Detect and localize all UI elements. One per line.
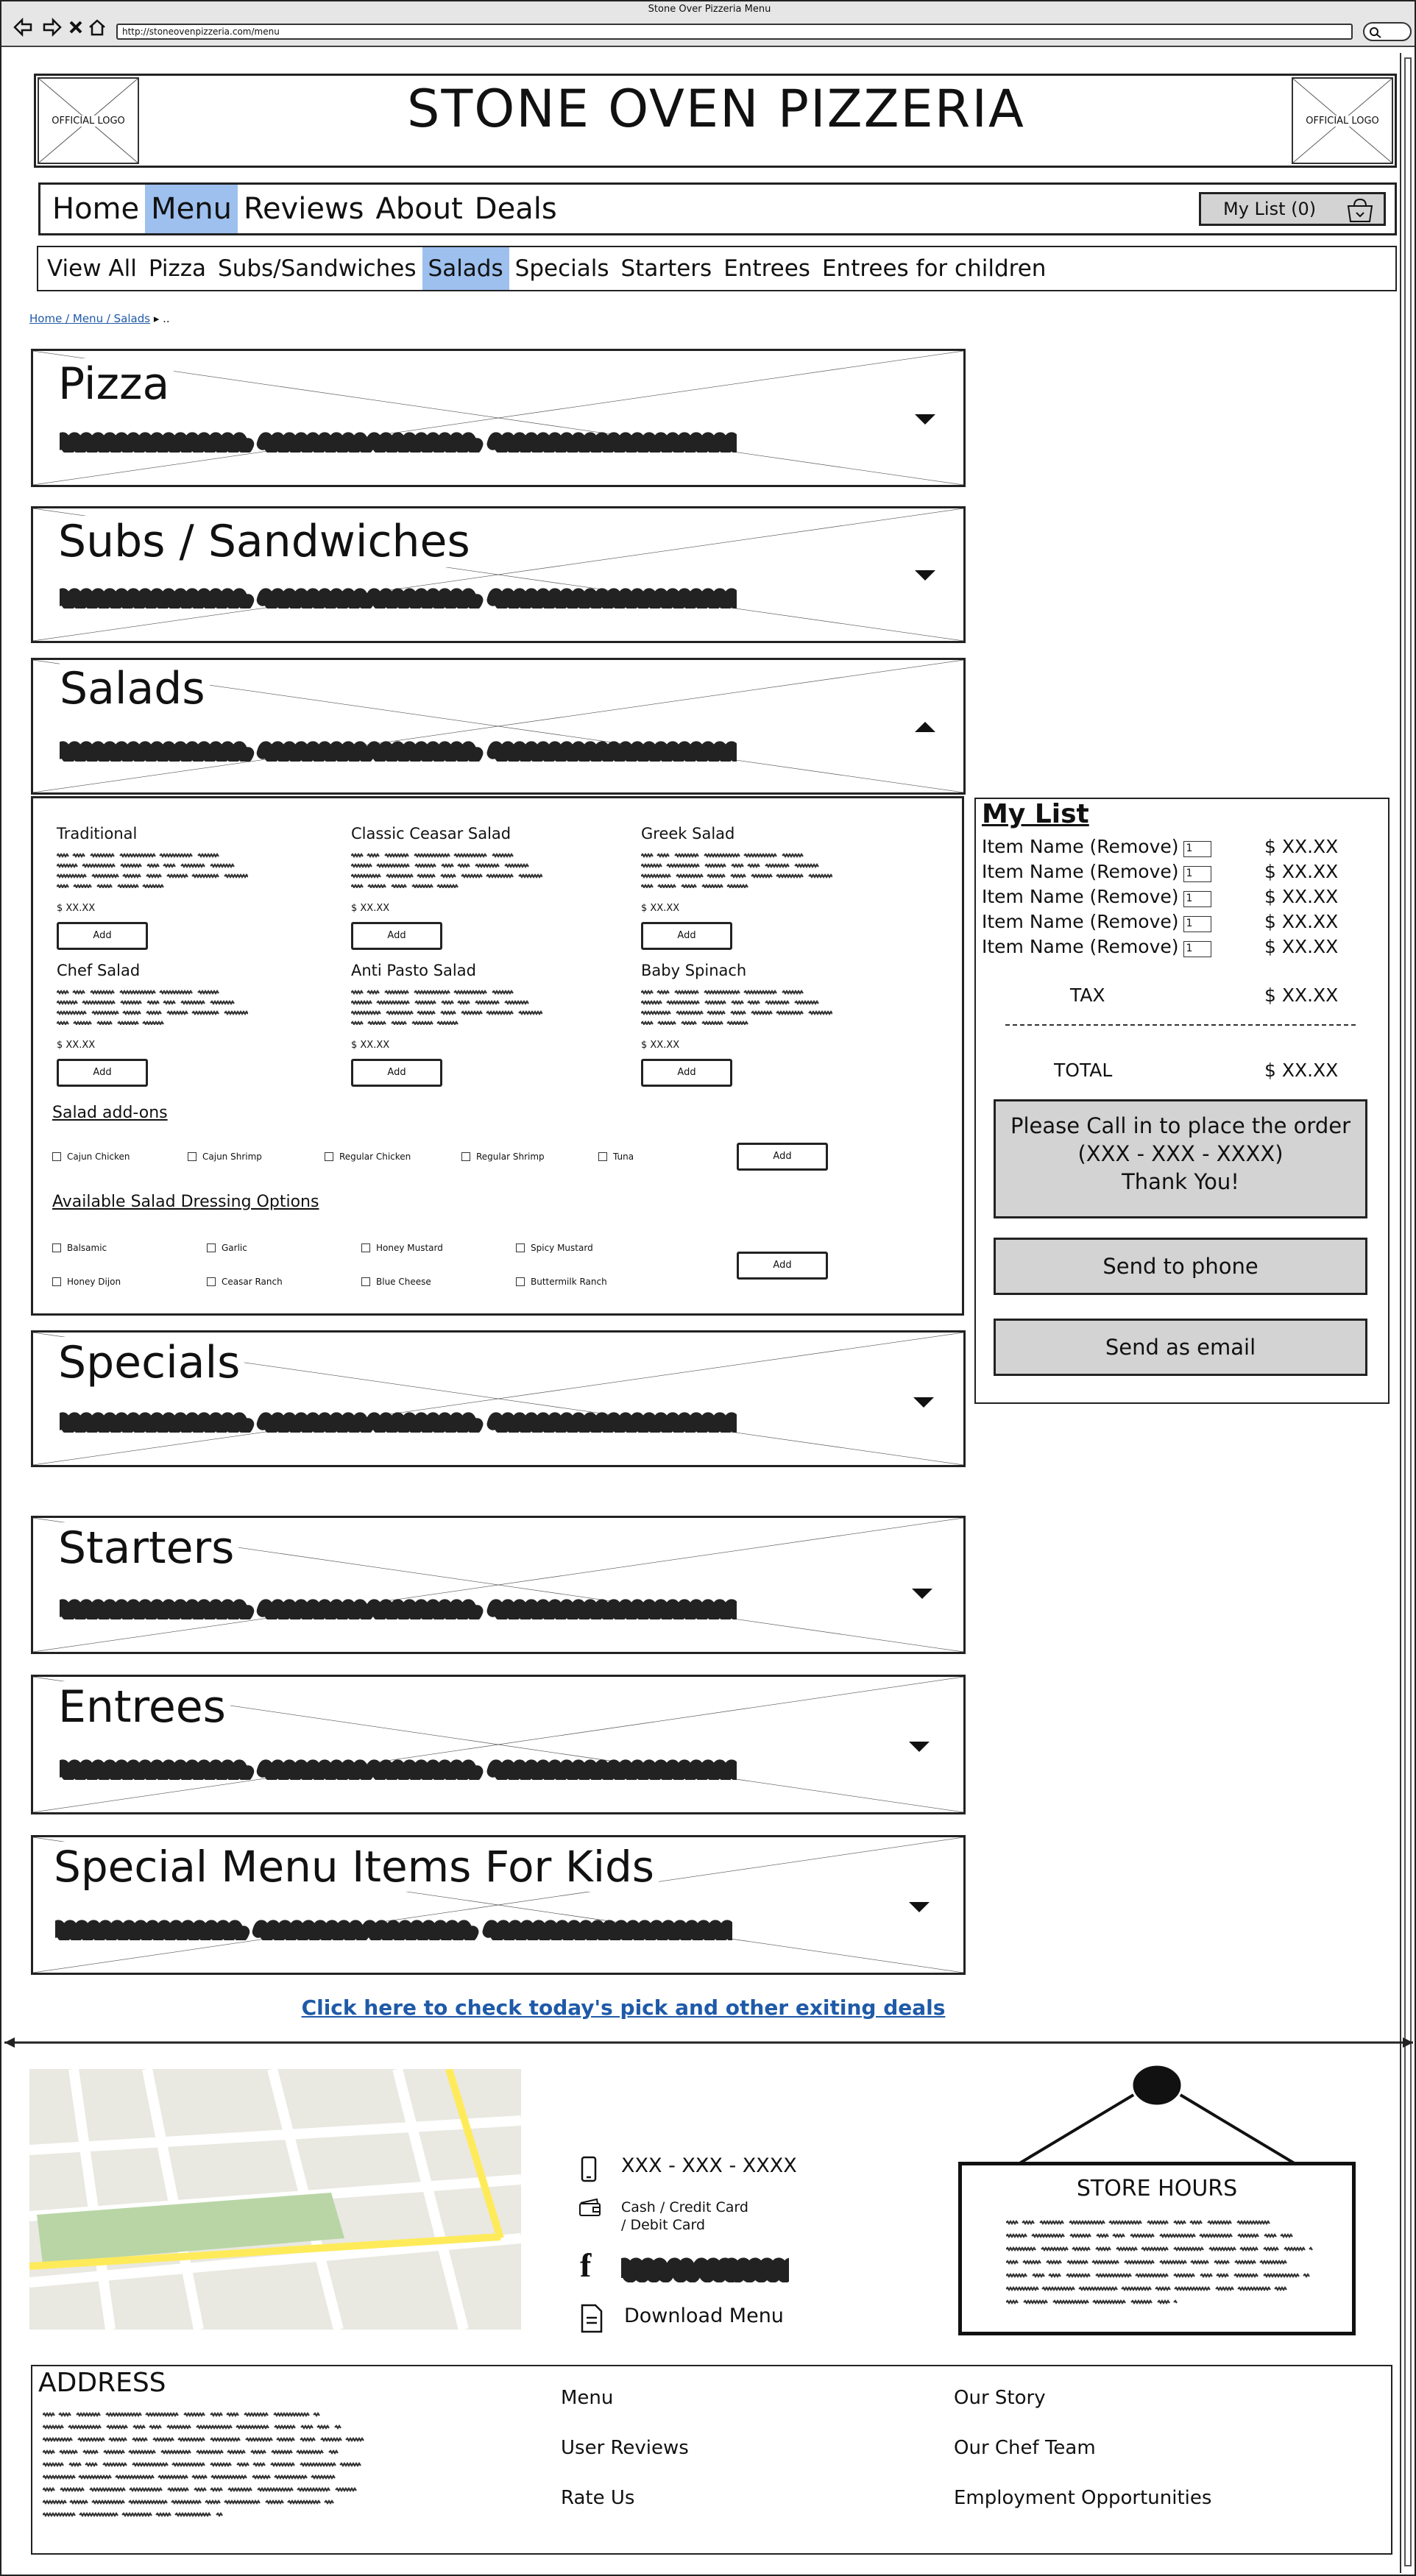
chevron-up-icon[interactable] [915, 722, 935, 732]
item-price: $ XX.XX [57, 903, 96, 914]
description-scribble [55, 1920, 732, 1940]
sub-nav [37, 246, 1397, 291]
my-list-title: My List [982, 799, 1089, 829]
addon-checkbox[interactable] [325, 1152, 411, 1162]
item-remove-link[interactable]: Item Name (Remove) [982, 911, 1179, 932]
item-description-scribble [57, 851, 248, 888]
breadcrumb-suffix: ▸ .. [150, 312, 170, 325]
add-button[interactable]: Add [57, 1059, 148, 1087]
item-description-scribble [57, 988, 248, 1025]
shopping-bag-icon [1344, 197, 1376, 224]
section-subs[interactable] [31, 506, 966, 643]
address-text: http://stoneovenpizzeria.com/menu [122, 26, 280, 37]
addon-label: Tuna [613, 1152, 634, 1162]
list-item [982, 861, 1339, 882]
quantity-stepper[interactable]: 1 [1183, 841, 1211, 857]
item-price: $ XX.XX [1264, 861, 1339, 882]
add-button[interactable]: Add [57, 922, 148, 950]
checkbox-box[interactable] [188, 1152, 197, 1161]
footer-link-employment[interactable]: Employment Opportunities [954, 2487, 1212, 2509]
footer-link-menu[interactable]: Menu [561, 2387, 614, 2409]
list-item [982, 911, 1339, 932]
item-remove-link[interactable]: Item Name (Remove) [982, 936, 1179, 957]
chevron-down-icon[interactable] [913, 1397, 934, 1408]
dressing-checkbox[interactable] [516, 1243, 593, 1253]
section-title: Salads [60, 663, 210, 714]
dressing-checkbox[interactable] [516, 1277, 607, 1287]
subnav-view-all[interactable]: View All [47, 255, 137, 282]
dressing-label: Honey Dijon [67, 1277, 121, 1287]
add-button[interactable]: Add [351, 1059, 442, 1087]
logo-right [1292, 77, 1393, 164]
browser-chrome [1, 1, 1416, 47]
total-label: TOTAL [1054, 1060, 1113, 1081]
footer-link-our-story[interactable]: Our Story [954, 2387, 1046, 2409]
item-description-scribble [641, 851, 832, 888]
payment-line-1: Cash / Credit Card [621, 2199, 748, 2215]
store-hours-sign [955, 2059, 1359, 2341]
item-price: $ XX.XX [1264, 936, 1339, 957]
checkbox-box[interactable] [361, 1277, 370, 1286]
description-scribble [60, 432, 737, 453]
item-price: $ XX.XX [351, 1040, 390, 1051]
dressing-checkbox[interactable] [52, 1277, 121, 1287]
item-price: $ XX.XX [1264, 911, 1339, 932]
section-title: Subs / Sandwiches [58, 516, 475, 567]
subnav-entrees-children[interactable]: Entrees for children [821, 255, 1047, 282]
checkbox-box[interactable] [52, 1277, 61, 1286]
breadcrumb [29, 312, 170, 325]
footer-link-chef-team[interactable]: Our Chef Team [954, 2437, 1096, 2459]
dressing-label: Balsamic [67, 1243, 107, 1253]
description-scribble [60, 1599, 737, 1619]
footer-links-panel [31, 2365, 1392, 2555]
nav-menu[interactable]: Menu [145, 185, 238, 233]
map-graphic [29, 2069, 521, 2330]
address-bar[interactable] [116, 24, 1353, 40]
download-menu-link[interactable]: Download Menu [624, 2304, 784, 2327]
dressings-title: Available Salad Dressing Options [52, 1193, 319, 1211]
dressing-checkbox[interactable] [361, 1243, 443, 1253]
total-value: $ XX.XX [1264, 1060, 1339, 1081]
add-button[interactable]: Add [351, 922, 442, 950]
divider [1005, 1024, 1356, 1026]
item-name: Baby Spinach [641, 962, 747, 979]
section-salads[interactable] [31, 658, 966, 795]
item-description-scribble [351, 988, 542, 1025]
quantity-stepper[interactable]: 1 [1183, 916, 1211, 932]
checkbox-box[interactable] [52, 1243, 61, 1252]
item-name: Traditional [57, 825, 138, 842]
item-name: Greek Salad [641, 825, 735, 842]
addon-label: Cajun Shrimp [202, 1152, 262, 1162]
footer-link-user-reviews[interactable]: User Reviews [561, 2437, 689, 2459]
addon-checkbox[interactable] [188, 1152, 262, 1162]
chevron-down-icon[interactable] [915, 414, 935, 425]
quantity-stepper[interactable]: 1 [1183, 941, 1211, 957]
phone-icon [580, 2156, 598, 2182]
nav-about[interactable]: About [375, 192, 463, 226]
checkbox-box[interactable] [516, 1243, 525, 1252]
item-price: $ XX.XX [351, 903, 390, 914]
deals-link[interactable]: Click here to check today's pick and other exiting deals [301, 1995, 946, 2020]
logo-left-text: OFFICIAL LOGO [39, 116, 138, 127]
add-button[interactable]: Add [641, 922, 732, 950]
nav-buttons[interactable] [12, 15, 115, 40]
addon-label: Regular Chicken [339, 1152, 411, 1162]
list-item [982, 836, 1339, 857]
checkbox-box[interactable] [598, 1152, 607, 1161]
nav-reviews[interactable]: Reviews [243, 192, 364, 226]
dressings-add-button[interactable]: Add [737, 1252, 828, 1280]
facebook-handle-scribble[interactable] [621, 2257, 789, 2282]
phone-number: XXX - XXX - XXXX [621, 2154, 797, 2177]
stop-icon [71, 22, 81, 32]
subnav-entrees[interactable]: Entrees [723, 255, 810, 282]
tax-label: TAX [1070, 984, 1105, 1006]
add-button[interactable]: Add [641, 1059, 732, 1087]
description-scribble [60, 1759, 737, 1780]
call-line-1: Please Call in to place the order [1010, 1113, 1351, 1138]
nav-home[interactable]: Home [52, 192, 140, 226]
checkbox-box[interactable] [207, 1243, 216, 1252]
addon-label: Regular Shrimp [476, 1152, 545, 1162]
store-hours-board [958, 2162, 1356, 2335]
dressing-checkbox[interactable] [361, 1277, 431, 1287]
map[interactable] [29, 2069, 521, 2330]
item-price: $ XX.XX [641, 1040, 680, 1051]
item-remove-link[interactable]: Item Name (Remove) [982, 836, 1179, 857]
chevron-down-icon[interactable] [909, 1742, 930, 1752]
item-price: $ XX.XX [1264, 886, 1339, 907]
checkbox-box[interactable] [361, 1243, 370, 1252]
addon-label: Cajun Chicken [67, 1152, 130, 1162]
address-scribble [43, 2410, 367, 2536]
send-as-email-button[interactable]: Send as email [994, 1319, 1367, 1376]
dressing-label: Spicy Mustard [531, 1243, 593, 1253]
quantity-stepper[interactable]: 1 [1183, 866, 1211, 882]
back-icon [15, 20, 31, 35]
search-field[interactable] [1363, 22, 1412, 41]
section-title: Pizza [58, 358, 174, 410]
section-title: Entrees [58, 1681, 230, 1733]
wallet-icon [578, 2197, 602, 2218]
addons-title: Salad add-ons [52, 1104, 168, 1122]
item-name: Chef Salad [57, 962, 141, 979]
description-scribble [60, 741, 737, 762]
list-item [982, 936, 1339, 957]
item-description-scribble [351, 851, 542, 888]
section-kids[interactable] [31, 1835, 966, 1975]
checkbox-box[interactable] [325, 1152, 333, 1161]
item-name: Classic Ceasar Salad [351, 825, 511, 842]
item-remove-link[interactable]: Item Name (Remove) [982, 886, 1179, 907]
section-starters[interactable] [31, 1516, 966, 1654]
item-remove-link[interactable]: Item Name (Remove) [982, 861, 1179, 882]
call-line-2: (XXX - XXX - XXXX) [1077, 1141, 1284, 1166]
section-title: Special Menu Items For Kids [54, 1842, 659, 1892]
page-title: STONE OVEN PIZZERIA [407, 79, 1025, 139]
dressing-checkbox[interactable] [207, 1277, 283, 1287]
payment-info [621, 2199, 748, 2234]
dressing-checkbox[interactable] [207, 1243, 247, 1253]
description-scribble [60, 588, 737, 608]
document-icon [580, 2303, 603, 2334]
quantity-stepper[interactable]: 1 [1183, 891, 1211, 907]
call-line-3: Thank You! [1122, 1169, 1239, 1194]
footer-divider [1, 2035, 1416, 2050]
addon-checkbox[interactable] [598, 1152, 634, 1162]
chevron-down-icon[interactable] [915, 570, 935, 581]
item-price: $ XX.XX [1264, 836, 1339, 857]
my-list-button[interactable] [1199, 192, 1386, 226]
section-title: Specials [58, 1337, 244, 1388]
dressing-label: Buttermilk Ranch [531, 1277, 607, 1287]
send-to-phone-button[interactable]: Send to phone [994, 1238, 1367, 1295]
subnav-salads[interactable]: Salads [422, 247, 509, 290]
home-icon [90, 21, 105, 35]
main-nav [38, 182, 1397, 235]
my-list-panel [974, 798, 1390, 1404]
checkbox-box[interactable] [461, 1152, 470, 1161]
section-entrees[interactable] [31, 1675, 966, 1814]
addons-add-button[interactable]: Add [737, 1143, 828, 1171]
call-to-order-notice [994, 1099, 1367, 1218]
addon-checkbox[interactable] [461, 1152, 545, 1162]
tax-value: $ XX.XX [1264, 984, 1339, 1006]
checkbox-box[interactable] [52, 1152, 61, 1161]
list-item [982, 886, 1339, 907]
subnav-starters[interactable]: Starters [620, 255, 712, 282]
sub-nav-list [41, 247, 1052, 290]
scrollbar[interactable] [1400, 53, 1415, 2573]
chevron-down-icon[interactable] [909, 1902, 930, 1912]
my-list-button-label: My List (0) [1223, 199, 1317, 219]
description-scribble [60, 1412, 737, 1433]
store-hours-title: STORE HOURS [1076, 2176, 1238, 2201]
section-pizza[interactable] [31, 349, 966, 487]
logo-right-text: OFFICIAL LOGO [1293, 116, 1392, 127]
item-description-scribble [641, 988, 832, 1025]
subnav-pizza[interactable]: Pizza [148, 255, 207, 282]
checkbox-box[interactable] [516, 1277, 525, 1286]
forward-icon [44, 20, 60, 35]
search-icon [1369, 26, 1382, 38]
chevron-down-icon[interactable] [912, 1589, 932, 1599]
address-title: ADDRESS [38, 2368, 166, 2398]
addon-checkbox[interactable] [52, 1152, 130, 1162]
nav-deals[interactable]: Deals [474, 192, 557, 226]
salads-panel [31, 796, 964, 1316]
dressing-label: Honey Mustard [376, 1243, 443, 1253]
my-list-items [982, 836, 1379, 961]
item-price: $ XX.XX [641, 903, 680, 914]
section-specials[interactable] [31, 1330, 966, 1467]
dressing-label: Ceasar Ranch [222, 1277, 283, 1287]
section-title: Starters [58, 1522, 238, 1574]
footer-link-rate-us[interactable]: Rate Us [561, 2487, 635, 2509]
item-name: Anti Pasto Salad [351, 962, 476, 979]
scroll-thumb[interactable] [1404, 57, 1412, 2566]
dressing-label: Blue Cheese [376, 1277, 431, 1287]
dressing-label: Garlic [222, 1243, 247, 1253]
main-nav-list [46, 185, 563, 233]
window-title: Stone Over Pizzeria Menu [648, 4, 771, 15]
header [34, 74, 1397, 168]
checkbox-box[interactable] [207, 1277, 216, 1286]
payment-line-2: / Debit Card [621, 2217, 706, 2233]
subnav-subs[interactable]: Subs/Sandwiches [218, 255, 417, 282]
subnav-specials[interactable]: Specials [514, 255, 609, 282]
dressing-checkbox[interactable] [52, 1243, 107, 1253]
breadcrumb-link[interactable]: Home / Menu / Salads [29, 312, 151, 325]
store-hours-scribble [1006, 2218, 1315, 2314]
facebook-icon[interactable]: f [580, 2246, 592, 2284]
logo-left [38, 77, 139, 164]
item-price: $ XX.XX [57, 1040, 96, 1051]
